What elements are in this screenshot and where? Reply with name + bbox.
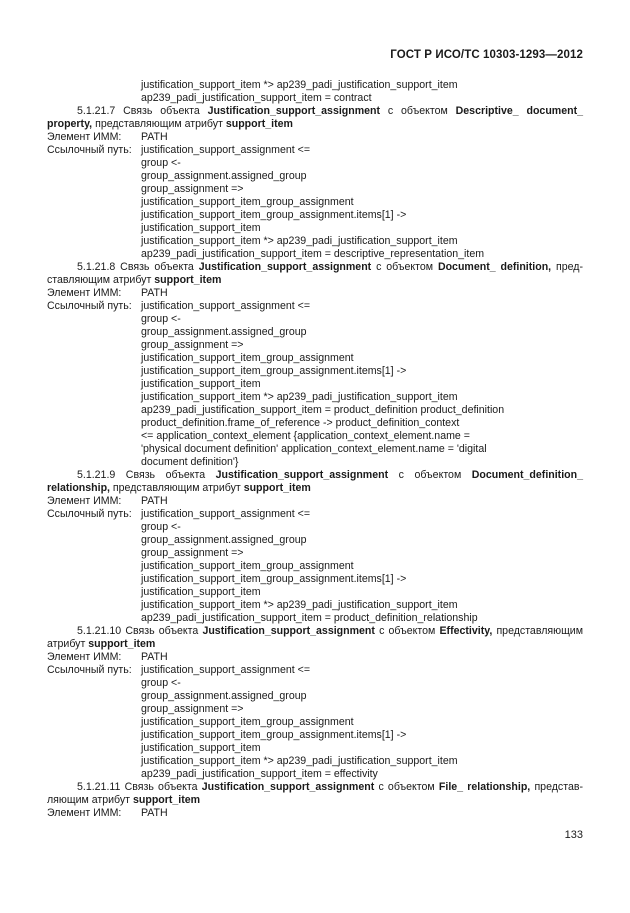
element-row: Элемент ИММ: PATH (47, 651, 168, 663)
path-line: justification_support_item_group_assignment (141, 352, 354, 364)
path-line: group_assignment.assigned_group (141, 534, 307, 546)
section-heading-5-1-21-11: 5.1.21.11 Связь объекта Justification_support_assignment с объектом File_ relationship, представ- (77, 781, 583, 793)
path-line: justification_support_item_group_assignment.items[1] -> (141, 573, 407, 585)
path-line: justification_support_item *> ap239_padi_justification_support_item (141, 599, 458, 611)
path-line: justification_support_item (141, 742, 261, 754)
path-line: product_definition.frame_of_reference -> product_definition_context (141, 417, 460, 429)
path-line: justification_support_item_group_assignment.items[1] -> (141, 365, 407, 377)
path-line: justification_support_item *> ap239_padi_justification_support_item (141, 235, 458, 247)
path-line: ap239_padi_justification_support_item = contract (141, 92, 372, 104)
section-heading-5-1-21-9: 5.1.21.9 Связь объекта Justification_support_assignment с объектом Document_definition_ (77, 469, 583, 481)
path-line: group <- (141, 677, 181, 689)
document-header: ГОСТ Р ИСО/ТС 10303-1293—2012 (390, 49, 583, 61)
section-heading-cont: атрибут support_item (47, 638, 156, 650)
section-heading-cont: ляющим атрибут support_item (47, 794, 201, 806)
section-heading-cont: ставляющим атрибут support_item (47, 274, 222, 286)
path-line: ap239_padi_justification_support_item = product_definition_relationship (141, 612, 478, 624)
path-line: ap239_padi_justification_support_item = effectivity (141, 768, 378, 780)
path-line: justification_support_item *> ap239_padi_justification_support_item (141, 391, 458, 403)
path-line: <= application_context_element {application_context_element.name = (141, 430, 470, 442)
path-row: Ссылочный путь: justification_support_assignment <= (47, 664, 311, 676)
path-line: justification_support_item *> ap239_padi_justification_support_item (141, 79, 458, 91)
path-line: group <- (141, 521, 181, 533)
path-line: group_assignment.assigned_group (141, 170, 307, 182)
path-line: justification_support_item_group_assignment.items[1] -> (141, 729, 407, 741)
document-body (47, 79, 583, 820)
path-line: justification_support_item_group_assignment.items[1] -> (141, 209, 407, 221)
section-heading-cont: relationship, представляющим атрибут support_item (47, 482, 311, 494)
path-line: group_assignment => (141, 547, 244, 559)
path-row: Ссылочный путь: justification_support_assignment <= (47, 144, 311, 156)
path-line: group_assignment => (141, 703, 244, 715)
path-row: Ссылочный путь: justification_support_assignment <= (47, 300, 311, 312)
section-heading-5-1-21-7: 5.1.21.7 Связь объекта Justification_support_assignment с объектом Descriptive_ document_ (77, 105, 583, 117)
page-number: 133 (564, 829, 583, 841)
element-row: Элемент ИММ: PATH (47, 131, 168, 143)
section-heading-5-1-21-10: 5.1.21.10 Связь объекта Justification_support_assignment с объектом Effectivity, представляющим (77, 625, 583, 637)
path-line: group_assignment.assigned_group (141, 690, 307, 702)
path-line: justification_support_item *> ap239_padi_justification_support_item (141, 755, 458, 767)
section-heading-cont: property, представляющим атрибут support_item (47, 118, 293, 130)
section-heading-5-1-21-8: 5.1.21.8 Связь объекта Justification_support_assignment с объектом Document_ definition, пред- (77, 261, 584, 273)
path-line: group <- (141, 313, 181, 325)
path-row: Ссылочный путь: justification_support_assignment <= (47, 508, 311, 520)
element-row: Элемент ИММ: PATH (47, 807, 168, 819)
path-line: group <- (141, 157, 181, 169)
path-line: document definition'} (141, 456, 239, 468)
path-line: group_assignment => (141, 183, 244, 195)
path-line: group_assignment.assigned_group (141, 326, 307, 338)
path-line: justification_support_item (141, 586, 261, 598)
path-line: ap239_padi_justification_support_item = descriptive_representation_item (141, 248, 485, 260)
path-line: justification_support_item (141, 222, 261, 234)
path-line: justification_support_item (141, 378, 261, 390)
element-row: Элемент ИММ: PATH (47, 495, 168, 507)
element-row: Элемент ИММ: PATH (47, 287, 168, 299)
path-line: group_assignment => (141, 339, 244, 351)
path-line: ap239_padi_justification_support_item = product_definition product_definition (141, 404, 505, 416)
path-line: justification_support_item_group_assignment (141, 560, 354, 572)
path-line: justification_support_item_group_assignment (141, 716, 354, 728)
path-line: justification_support_item_group_assignment (141, 196, 354, 208)
path-line: 'physical document definition' application_context_element.name = 'digital (141, 443, 487, 455)
